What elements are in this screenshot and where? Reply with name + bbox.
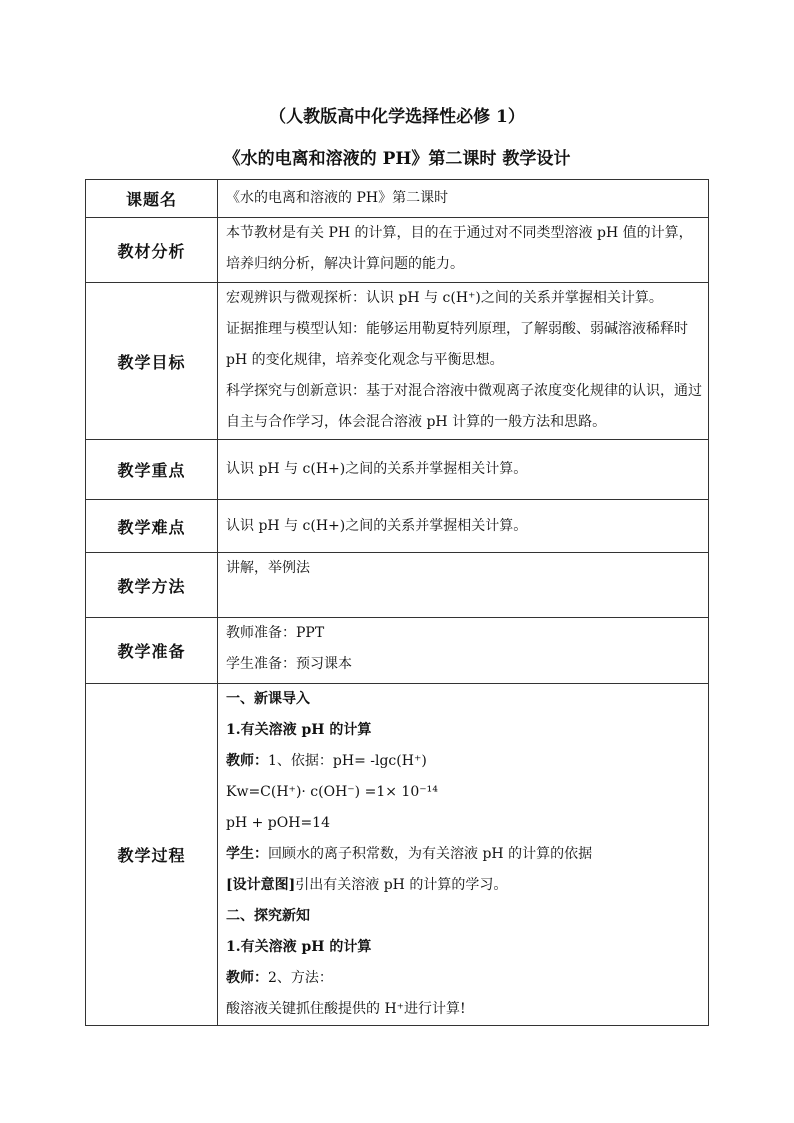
method-value: 讲解，举例法 [226, 560, 310, 576]
row-difficulty [86, 500, 709, 553]
row-key [86, 440, 709, 500]
row-goals [86, 283, 709, 440]
process-acid-method: 酸溶液关键抓住酸提供的 H⁺进行计算! [226, 1001, 466, 1017]
goal-item-2: 证据推理与模型认知：能够运用勒夏特列原理，了解弱酸、弱碱溶液稀释时 pH 的变化规律，培养变化观念与平衡思想。 [226, 321, 688, 368]
row-method [86, 553, 709, 618]
process-teacher-1 [226, 746, 702, 777]
prep-student: 学生准备：预习课本 [226, 656, 352, 672]
prep-teacher: 教师准备：PPT [226, 625, 325, 641]
process-subheading-2: 1.有关溶液 pH 的计算 [226, 939, 372, 955]
process-teacher-2 [226, 963, 702, 994]
process-kw-formula: Kw=C(H⁺)· c(OH⁻) =1× 10⁻¹⁴ [226, 784, 438, 800]
process-subheading-1: 1.有关溶液 pH 的计算 [226, 722, 372, 738]
label-analysis: 教材分析 [86, 218, 218, 283]
design-label: [设计意图] [226, 877, 296, 893]
label-goals: 教学目标 [86, 283, 218, 440]
label-difficulty: 教学难点 [86, 500, 218, 553]
label-key: 教学重点 [86, 440, 218, 500]
process-section-1: 一、新课导入 [226, 691, 310, 707]
row-prep [86, 618, 709, 684]
teacher-label: 教师： [226, 753, 268, 769]
teacher-text: 1、依据：pH= -lgc(H⁺) [268, 753, 427, 769]
lesson-plan-table [85, 179, 709, 1026]
row-process [86, 684, 709, 1026]
process-student [226, 839, 702, 870]
topic-value: 《水的电离和溶液的 PH》第二课时 [226, 190, 449, 206]
teacher-text-2: 2、方法： [268, 970, 333, 986]
label-process: 教学过程 [86, 684, 218, 1026]
process-design-intent [226, 870, 702, 901]
process-ph-poh: pH + pOH=14 [226, 815, 330, 831]
design-text: 引出有关溶液 pH 的计算的学习。 [295, 877, 508, 893]
label-method: 教学方法 [86, 553, 218, 618]
difficulty-value: 认识 pH 与 c(H+)之间的关系并掌握相关计算。 [226, 517, 528, 534]
student-text: 回顾水的离子积常数，为有关溶液 pH 的计算的依据 [268, 846, 593, 862]
row-analysis [86, 218, 709, 283]
goal-item-3: 科学探究与创新意识：基于对混合溶液中微观离子浓度变化规律的认识，通过自主与合作学习，体会混合溶液 pH 计算的一般方法和思路。 [226, 383, 702, 430]
row-topic [86, 180, 709, 218]
goal-item-1: 宏观辨识与微观探析：认识 pH 与 c(H⁺)之间的关系并掌握相关计算。 [226, 290, 663, 306]
analysis-value: 本节教材是有关 PH 的计算，目的在于通过对不同类型溶液 pH 值的计算，培养归纳分析，解决计算问题的能力。 [226, 225, 693, 272]
student-label: 学生： [226, 846, 268, 862]
doc-title-line1: （人教版高中化学选择性必修 1） [269, 107, 525, 127]
doc-title-line2: 《水的电离和溶液的 PH》第二课时 教学设计 [223, 149, 571, 169]
label-prep: 教学准备 [86, 618, 218, 684]
key-value: 认识 pH 与 c(H+)之间的关系并掌握相关计算。 [226, 461, 528, 477]
teacher-label-2: 教师： [226, 970, 268, 986]
label-topic: 课题名 [86, 180, 218, 218]
process-section-2: 二、探究新知 [226, 908, 310, 924]
